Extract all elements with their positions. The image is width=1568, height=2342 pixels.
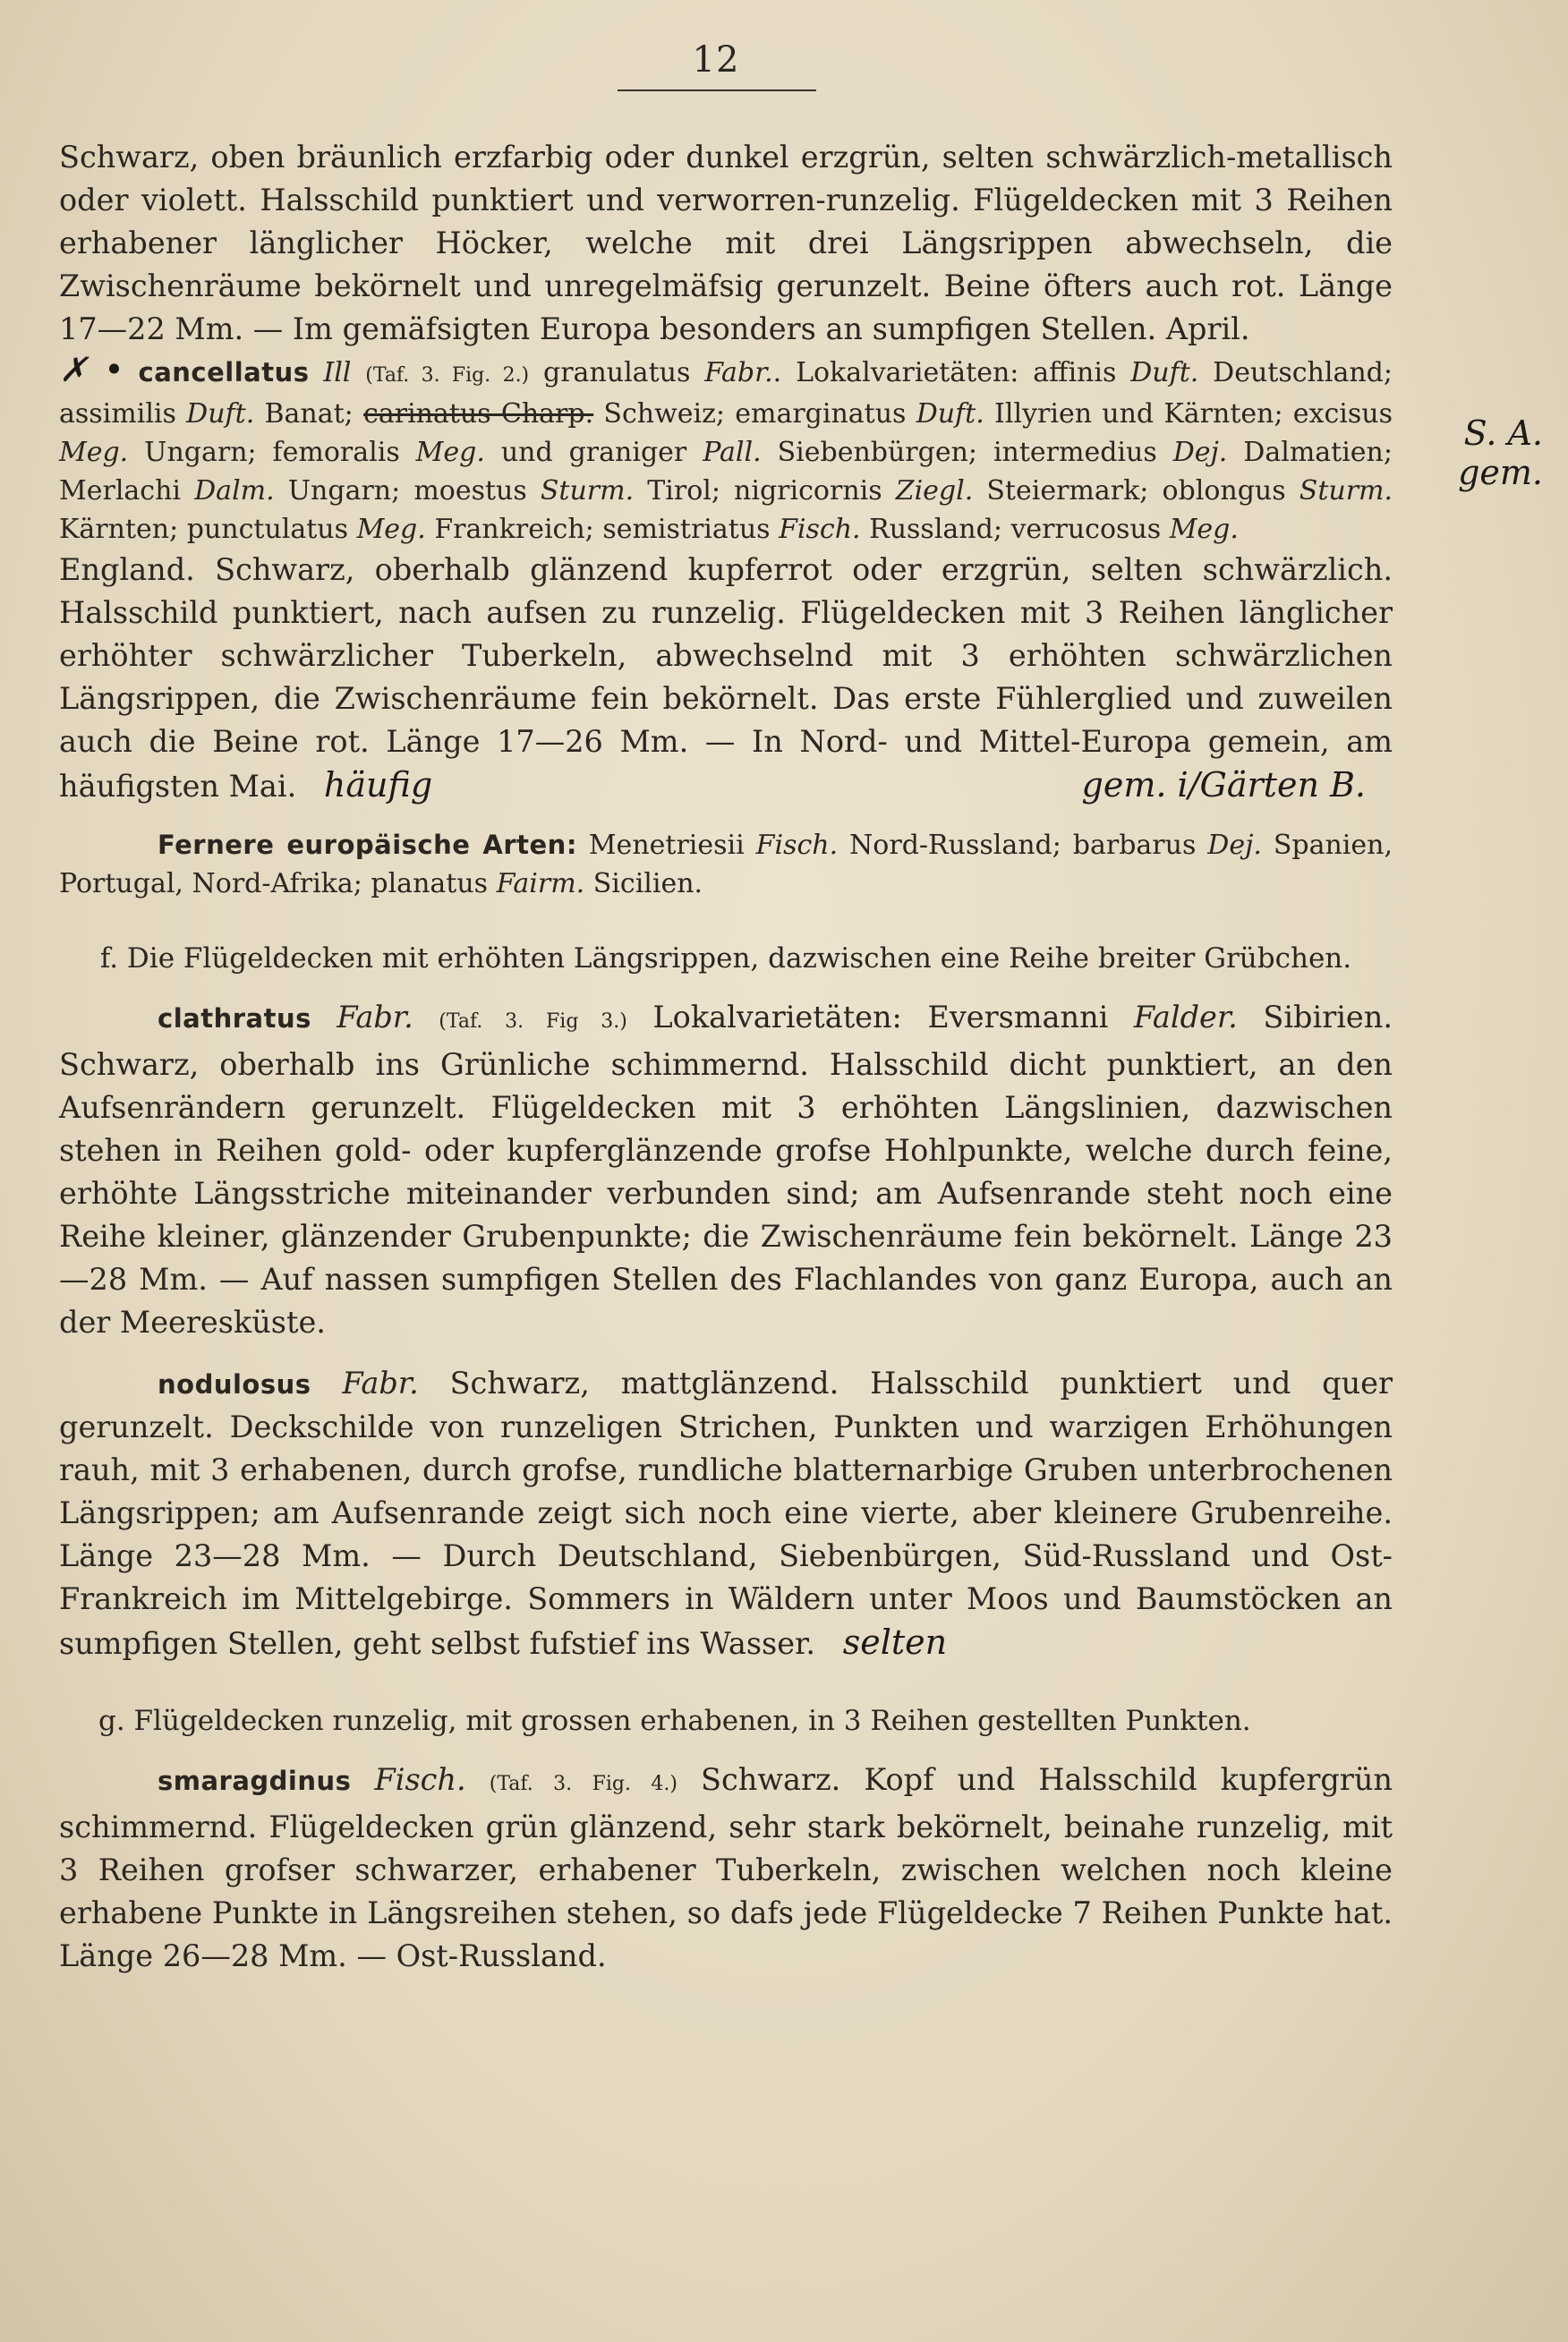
plate-reference: (Taf. 3. Fig 3.) [439, 1010, 627, 1033]
entry-smaragdinus: smaragdinus Fisch. (Taf. 3. Fig. 4.) Schwarz. Kopf und Halsschild kupfergrün schimmernd. Flügeldecken grün glänzend, sehr stark bekörnelt, beinahe runzelig, mit 3 Reihen grofser schwarzer, erhabener Tuberkeln, zwischen welchen noch kleine erhabene Punkte in Längsreihen stehen, so dafs jede Flügeldecke 7 Reihen Punkte hat. Länge 26—28 Mm. — Ost-Russland. [59, 1762, 1393, 1973]
page-body [59, 136, 1393, 1978]
species-name-clathratus: clathratus [158, 1003, 311, 1034]
entry-fernere: Fernere europäische Arten: Menetriesii Fisch. Nord-Russland; barbarus Dej. Spanien, Portugal, Nord-Afrika; planatus Fairm. Sicilien. [59, 830, 1393, 899]
section-heading-g: g. Flügeldecken runzelig, mit grossen erhabenen, in 3 Reihen gestellten Punkten. [98, 1705, 1251, 1737]
entry-cancellatus-description: England. Schwarz, oberhalb glänzend kupferrot oder erzgrün, selten schwärzlich. Halsschild punktiert, nach aufsen zu runzelig. Flügeldecken mit 3 Reihen länglicher erhöhter schwärzlicher Tuberkeln, abwechselnd mit 3 erhöhten schwärzlichen Längsrippen, die Zwischenräume fein bekörnelt. Das erste Fühlerglied und zuweilen auch die Beine rot. Länge 17—26 Mm. — In Nord- und Mittel-Europa gemein, am häufigsten Mai. häufig gem. i/Gärten B. [59, 552, 1393, 805]
paragraph-intro: Schwarz, oben bräunlich erzfarbig oder dunkel erzgrün, selten schwärzlich-metallisch oder violett. Halsschild punktiert und verworren-runzelig. Flügeldecken mit 3 Reihen erhabener länglicher Höcker, welche mit drei Längsrippen abwechseln, die Zwischenräume bekörnelt und unregelmäfsig gerunzelt. Beine öfters auch rot. Länge 17—22 Mm. — Im gemäfsigten Europa besonders an sumpfigen Stellen. April. [59, 140, 1393, 346]
fernere-label: Fernere europäische Arten: [158, 830, 577, 860]
species-name-nodulosus: nodulosus [158, 1369, 311, 1400]
entry-nodulosus: nodulosus Fabr. Schwarz, mattglänzend. Halsschild punktiert und quer gerunzelt. Deckschilde von runzeligen Strichen, Punkten und warzigen Erhöhungen rauh, mit 3 erhabenen, durch grofse, rundliche blatternarbige Gruben unterbrochenen Längsrippen; am Aufsenrande zeigt sich noch eine vierte, aber kleinere Grubenreihe. Länge 23—28 Mm. — Durch Deutschland, Siebenbürgen, Süd-Russland und Ost-Frankreich im Mittelgebirge. Sommers in Wäldern unter Moos und Baumstöcken an sumpfigen Stellen, geht selbst fufstief ins Wasser. selten [59, 1366, 1393, 1662]
handwritten-garten: gem. i/Gärten B. [1081, 765, 1366, 805]
plate-reference: (Taf. 3. Fig. 4.) [489, 1773, 677, 1795]
species-name-smaragdinus: smaragdinus [158, 1766, 352, 1796]
handwritten-mark: ✗ • [59, 350, 124, 389]
handwritten-selten: selten [842, 1622, 948, 1662]
handwritten-haufig: häufig [323, 765, 433, 805]
page-number: 12 [692, 39, 740, 81]
margin-handwriting: S. A. gem. [1458, 413, 1543, 492]
header-rule [618, 89, 816, 91]
entry-clathratus: clathratus Fabr. (Taf. 3. Fig 3.) Lokalvarietäten: Eversmanni Falder. Sibirien. Schwarz, oberhalb ins Grünliche schimmernd. Halsschild dicht punktiert, an den Aufsenrändern gerunzelt. Flügeldecken mit 3 erhöhten Längslinien, dazwischen stehen in Reihen gold- oder kupferglänzende grofse Hohlpunkte, welche durch feine, erhöhte Längsstriche miteinander verbunden sind; am Aufsenrande steht noch eine Reihe kleiner, glänzender Grubenpunkte; die Zwischenräume fein bekörnelt. Länge 23—28 Mm. — Auf nassen sumpfigen Stellen des Flachlandes von ganz Europa, auch an der Meeresküste. [59, 1000, 1393, 1340]
entry-cancellatus-varieties: ✗ • cancellatus Ill (Taf. 3. Fig. 2.) granulatus Fabr.. Lokalvarietäten: affinis Duft. Deutschland; assimilis Duft. Banat; carinatus Charp. Schweiz; emarginatus Duft. Illyrien und Kärnten; excisus Meg. Ungarn; femoralis Meg. und graniger Pall. Siebenbürgen; intermedius Dej. Dalmatien; Merlachi Dalm. Ungarn; moestus Sturm. Tirol; nigricornis Ziegl. Steiermark; oblongus Sturm. Kärnten; punctulatus Meg. Frankreich; semistriatus Fisch. Russland; verrucosus Meg. [59, 350, 1393, 545]
section-heading-f: f. Die Flügeldecken mit erhöhten Längsrippen, dazwischen eine Reihe breiter Grübchen. [99, 942, 1352, 975]
plate-reference: (Taf. 3. Fig. 2.) [365, 364, 530, 387]
struck-through-text: carinatus Charp. [363, 398, 594, 430]
species-name-cancellatus: cancellatus [138, 357, 310, 387]
